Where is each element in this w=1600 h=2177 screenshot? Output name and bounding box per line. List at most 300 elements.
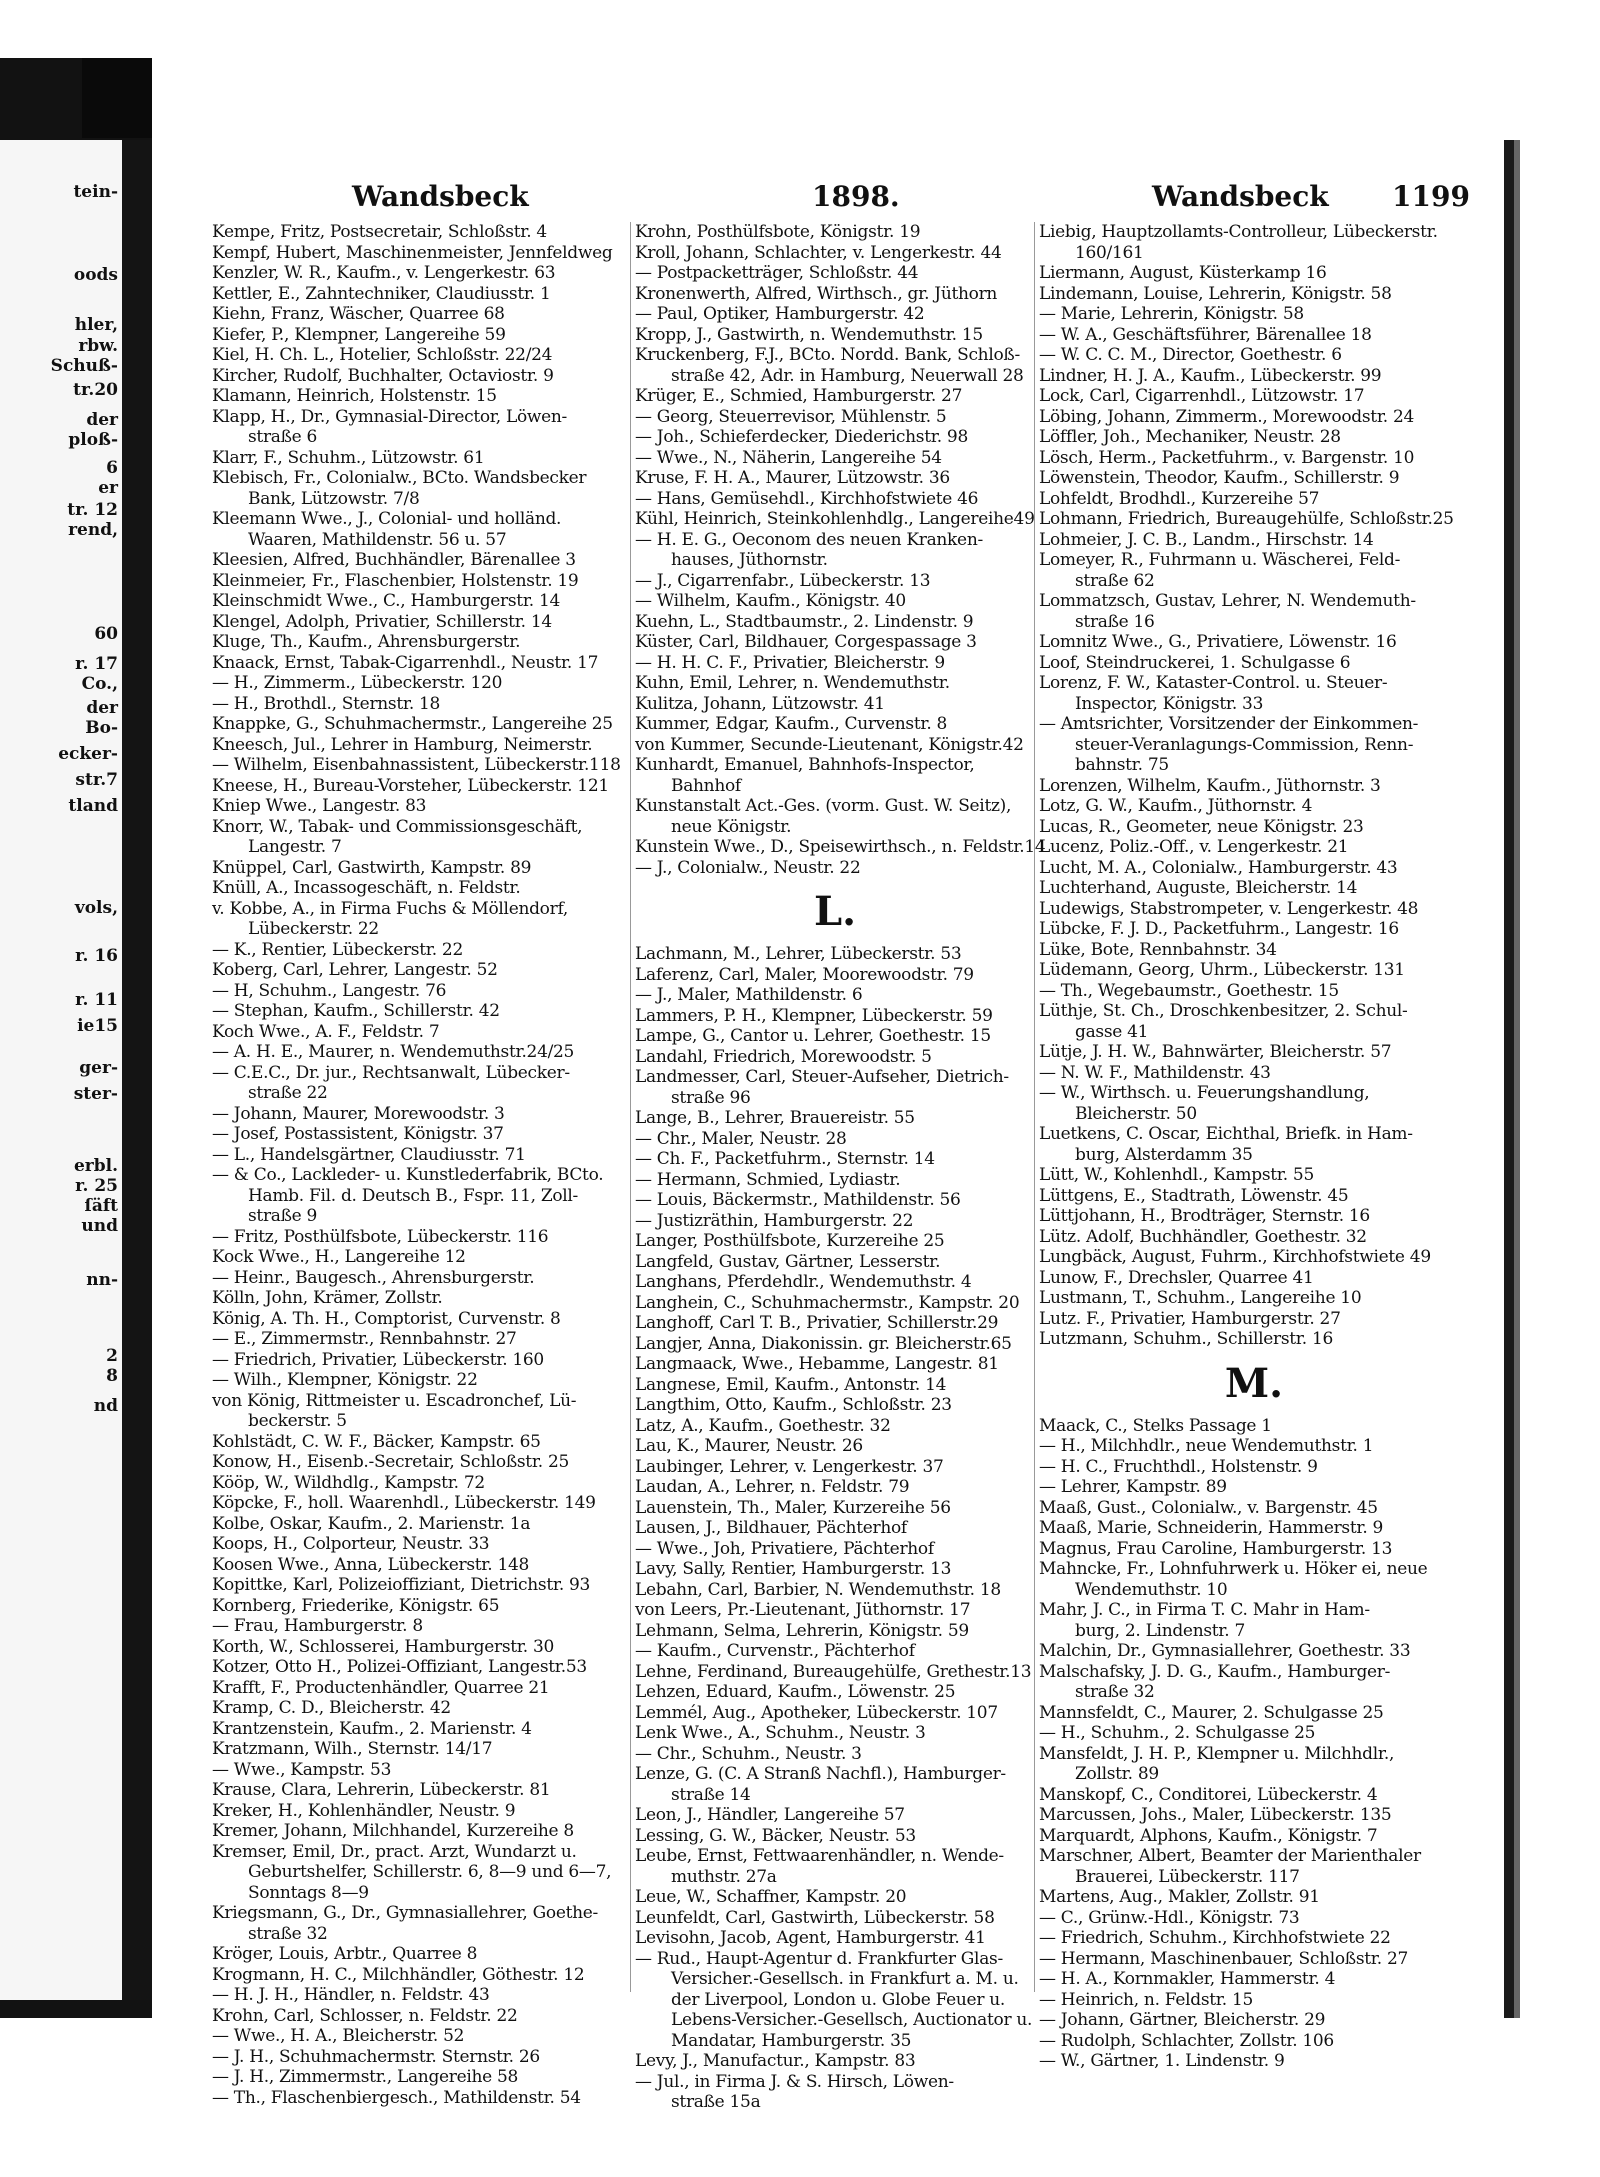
directory-entry: Löbing, Johann, Zimmerm., Morewoodstr. 24 xyxy=(1039,406,1415,427)
scanner-edge-top xyxy=(82,58,152,138)
directory-entry: Lucenz, Poliz.-Off., v. Lengerkestr. 21 xyxy=(1039,837,1349,857)
directory-entry: Lütje, J. H. W., Bahnwärter, Bleicherstr. 57 xyxy=(1039,1042,1392,1062)
directory-entry: Laferenz, Carl, Maler, Moorewoodstr. 79 xyxy=(635,964,974,985)
previous-page-text-fragment: ger- xyxy=(79,1058,118,1078)
directory-entry: Knüll, A., Incassogeschäft, n. Feldstr. xyxy=(212,878,521,898)
directory-entry: — Jul., in Firma J. & S. Hirsch, Löwen- xyxy=(635,2071,954,2092)
directory-entry: — Marie, Lehrerin, Königstr. 58 xyxy=(1039,304,1304,324)
directory-entry: Liermann, August, Küsterkamp 16 xyxy=(1039,263,1327,283)
directory-entry: Kiel, H. Ch. L., Hotelier, Schloßstr. 22/24 xyxy=(212,345,553,365)
directory-entry-continuation: 160/161 xyxy=(1075,242,1144,263)
directory-entry-continuation: beckerstr. 5 xyxy=(248,1411,347,1431)
directory-entry: Lebahn, Carl, Barbier, N. Wendemuthstr. 18 xyxy=(635,1579,1001,1600)
directory-entry: Kunstanstalt Act.-Ges. (vorm. Gust. W. Seitz), xyxy=(635,796,1012,816)
directory-entry-continuation: muthstr. 27a xyxy=(671,1866,777,1887)
directory-entry: Lehne, Ferdinand, Bureaugehülfe, Grethestr.13 xyxy=(635,1661,1032,1682)
directory-entry-continuation: der Liverpool, London u. Globe Feuer u. xyxy=(671,1989,1006,2010)
directory-entry: Levy, J., Manufactur., Kampstr. 83 xyxy=(635,2051,916,2071)
directory-entry-continuation: Bahnhof xyxy=(671,775,741,796)
directory-entry: Lampe, G., Cantor u. Lehrer, Goethestr. 15 xyxy=(635,1026,991,1046)
directory-entry: Klebisch, Fr., Colonialw., BCto. Wandsbecker xyxy=(212,468,587,488)
directory-entry: Kuhn, Emil, Lehrer, n. Wendemuthstr. xyxy=(635,673,950,693)
directory-entry: Leue, W., Schaffner, Kampstr. 20 xyxy=(635,1887,907,1907)
directory-entry-continuation: neue Königstr. xyxy=(671,816,792,837)
directory-entry: — W. C. C. M., Director, Goethestr. 6 xyxy=(1039,345,1342,365)
directory-entry: Lütz. Adolf, Buchhändler, Goethestr. 32 xyxy=(1039,1226,1367,1247)
directory-entry: Kneesch, Jul., Lehrer in Hamburg, Neimerstr. xyxy=(212,734,593,755)
directory-entry: Lehzen, Eduard, Kaufm., Löwenstr. 25 xyxy=(635,1682,956,1702)
directory-entry: Lüttjohann, H., Brodträger, Sternstr. 16 xyxy=(1039,1206,1370,1226)
directory-entry: — Louis, Bäckermstr., Mathildenstr. 56 xyxy=(635,1190,961,1210)
directory-entry: — Th., Flaschenbiergesch., Mathildenstr. 54 xyxy=(212,2087,581,2108)
directory-entry: Lommatzsch, Gustav, Lehrer, N. Wendemuth- xyxy=(1039,591,1416,611)
directory-entry: Landmesser, Carl, Steuer-Aufseher, Dietrich- xyxy=(635,1067,1009,1087)
directory-entry: Malchin, Dr., Gymnasiallehrer, Goethestr. 33 xyxy=(1039,1641,1411,1661)
previous-page-text-fragment: 6 xyxy=(106,458,118,478)
directory-entry: Kopittke, Karl, Polizeioffiziant, Dietrichstr. 93 xyxy=(212,1575,591,1595)
previous-page-text-fragment: nd xyxy=(93,1396,118,1416)
directory-entry-continuation: Lebens-Versicher.-Gesellsch, Auctionator u. xyxy=(671,2010,1033,2030)
directory-entry-continuation: burg, 2. Lindenstr. 7 xyxy=(1075,1620,1245,1641)
directory-entry: Kohlstädt, C. W. F., Bäcker, Kampstr. 65 xyxy=(212,1431,541,1452)
directory-entry: Lorenzen, Wilhelm, Kaufm., Jüthornstr. 3 xyxy=(1039,775,1381,796)
directory-entry: — E., Zimmermstr., Rennbahnstr. 27 xyxy=(212,1329,517,1349)
directory-entry-continuation: Versicher.-Gesellsch. in Frankfurt a. M. u. xyxy=(671,1969,1019,1989)
directory-entry: Krohn, Posthülfsbote, Königstr. 19 xyxy=(635,222,921,242)
previous-page-text-fragment: er xyxy=(98,478,118,498)
directory-entry-continuation: Sonntags 8—9 xyxy=(248,1882,369,1903)
directory-entry: — Heinr., Baugesch., Ahrensburgerstr. xyxy=(212,1267,535,1288)
directory-entry: — Josef, Postassistent, Königstr. 37 xyxy=(212,1124,504,1144)
running-head-right: Wandsbeck xyxy=(1152,180,1329,213)
directory-entry: — Paul, Optiker, Hamburgerstr. 42 xyxy=(635,304,925,324)
directory-entry: Lange, B., Lehrer, Brauereistr. 55 xyxy=(635,1108,915,1128)
page-year: 1898. xyxy=(812,180,900,213)
previous-page-text-fragment: rbw. xyxy=(78,336,118,356)
directory-entry: Lachmann, M., Lehrer, Lübeckerstr. 53 xyxy=(635,944,962,964)
directory-entry: Lenze, G. (C. A Stranß Nachfl.), Hamburger- xyxy=(635,1764,1006,1784)
directory-entry: Manskopf, C., Conditorei, Lübeckerstr. 4 xyxy=(1039,1784,1378,1805)
directory-entry: Kööp, W., Wildhdlg., Kampstr. 72 xyxy=(212,1472,485,1493)
directory-entry-continuation: straße 15a xyxy=(671,2092,761,2112)
directory-entry: Krafft, F., Productenhändler, Quarree 21 xyxy=(212,1677,550,1698)
previous-page-text-fragment: rend, xyxy=(68,520,118,540)
directory-entry-continuation: straße 96 xyxy=(671,1087,751,1108)
directory-entry: von Kummer, Secunde-Lieutenant, Königstr.42 xyxy=(635,734,1024,755)
directory-entry: Loof, Steindruckerei, 1. Schulgasse 6 xyxy=(1039,652,1351,673)
directory-entry: Klamann, Heinrich, Holstenstr. 15 xyxy=(212,386,497,406)
previous-page-text-fragment: tr. 12 xyxy=(67,500,118,520)
page-number: 1199 xyxy=(1392,180,1470,213)
section-letter: M. xyxy=(1224,1359,1284,1407)
directory-entry: Langhein, C., Schuhmachermstr., Kampstr. 20 xyxy=(635,1292,1020,1313)
directory-entry: Lübcke, F. J. D., Packetfuhrm., Langestr. 16 xyxy=(1039,919,1399,939)
directory-entry: Kenzler, W. R., Kaufm., v. Lengerkestr. 63 xyxy=(212,263,556,283)
previous-page-text-fragment: 60 xyxy=(94,624,118,644)
directory-entry: Kotzer, Otto H., Polizei-Offiziant, Langestr.53 xyxy=(212,1657,587,1677)
directory-entry: Koosen Wwe., Anna, Lübeckerstr. 148 xyxy=(212,1554,530,1575)
previous-page-text-fragment: hler, xyxy=(74,315,118,335)
directory-entry: Magnus, Frau Caroline, Hamburgerstr. 13 xyxy=(1039,1538,1393,1559)
directory-entry: Luchterhand, Auguste, Bleicherstr. 14 xyxy=(1039,878,1358,898)
directory-entry: — W. A., Geschäftsführer, Bärenallee 18 xyxy=(1039,324,1372,345)
directory-page xyxy=(152,140,1506,2112)
directory-entry: Laubinger, Lehrer, v. Lengerkestr. 37 xyxy=(635,1456,944,1477)
directory-entry: Lüttgens, E., Stadtrath, Löwenstr. 45 xyxy=(1039,1185,1349,1206)
directory-entry: — H. H. C. F., Privatier, Bleicherstr. 9 xyxy=(635,652,945,673)
directory-entry: Lock, Carl, Cigarrenhdl., Lützowstr. 17 xyxy=(1039,386,1365,406)
directory-entry: Mansfeldt, J. H. P., Klempner u. Milchhdlr., xyxy=(1039,1743,1395,1764)
directory-entry: Lucht, M. A., Colonialw., Hamburgerstr. 43 xyxy=(1039,857,1398,878)
directory-entry: Mahr, J. C., in Firma T. C. Mahr in Ham- xyxy=(1039,1600,1370,1620)
directory-entry: Kremer, Johann, Milchhandel, Kurzereihe 8 xyxy=(212,1821,574,1841)
previous-page-text-fragment: oods xyxy=(73,265,118,285)
directory-entry: Kiefer, P., Klempner, Langereihe 59 xyxy=(212,324,506,345)
directory-entry: — K., Rentier, Lübeckerstr. 22 xyxy=(212,939,463,960)
directory-entry: Langer, Posthülfsbote, Kurzereihe 25 xyxy=(635,1231,945,1251)
previous-page-fragment xyxy=(0,140,122,2000)
directory-entry: — Friedrich, Privatier, Lübeckerstr. 160 xyxy=(212,1349,544,1370)
directory-entry: — N. W. F., Mathildenstr. 43 xyxy=(1039,1062,1271,1083)
directory-entry: Lohmeier, J. C. B., Landm., Hirschstr. 14 xyxy=(1039,529,1374,550)
directory-entry: — H., Schuhm., 2. Schulgasse 25 xyxy=(1039,1723,1316,1743)
directory-entry: Lau, K., Maurer, Neustr. 26 xyxy=(635,1436,863,1456)
directory-entry: — Kaufm., Curvenstr., Pächterhof xyxy=(635,1641,915,1661)
directory-entry: Kircher, Rudolf, Buchhalter, Octaviostr. 9 xyxy=(212,365,554,386)
directory-entry: — Lehrer, Kampstr. 89 xyxy=(1039,1477,1227,1497)
directory-entry: von König, Rittmeister u. Escadronchef, Lü- xyxy=(212,1390,577,1411)
previous-page-text-fragment: tland xyxy=(68,796,118,816)
directory-entry: König, A. Th. H., Comptorist, Curvenstr. 8 xyxy=(212,1308,561,1329)
previous-page-text-fragment: str.7 xyxy=(75,770,118,790)
directory-entry: — Chr., Maler, Neustr. 28 xyxy=(635,1128,847,1149)
directory-entry: Kneese, H., Bureau-Vorsteher, Lübeckerstr. 121 xyxy=(212,775,609,796)
directory-entry: Kleinmeier, Fr., Flaschenbier, Holstenstr. 19 xyxy=(212,570,579,591)
directory-entry: — Rud., Haupt-Agentur d. Frankfurter Glas- xyxy=(635,1948,1003,1969)
previous-page-text-fragment: tein- xyxy=(73,182,118,202)
directory-entry: Lindner, H. J. A., Kaufm., Lübeckerstr. 99 xyxy=(1039,365,1382,386)
directory-entry: Kreker, H., Kohlenhändler, Neustr. 9 xyxy=(212,1800,516,1821)
directory-entry: Mannsfeldt, C., Maurer, 2. Schulgasse 25 xyxy=(1039,1702,1384,1723)
directory-entry: — H. A., Kornmakler, Hammerstr. 4 xyxy=(1039,1969,1336,1989)
previous-page-text-fragment: Bo- xyxy=(85,718,118,738)
directory-entry: — A. H. E., Maurer, n. Wendemuthstr.24/25 xyxy=(212,1042,575,1062)
directory-entry-continuation: straße 32 xyxy=(1075,1682,1155,1702)
previous-page-text-fragment: tr.20 xyxy=(73,380,118,400)
directory-entry: Lösch, Herm., Packetfuhrm., v. Bargenstr. 10 xyxy=(1039,447,1415,468)
directory-entry: Latz, A., Kaufm., Goethestr. 32 xyxy=(635,1415,891,1436)
directory-entry: — C., Grünw.-Hdl., Königstr. 73 xyxy=(1039,1907,1300,1928)
directory-entry: — Th., Wegebaumstr., Goethestr. 15 xyxy=(1039,980,1339,1001)
directory-entry: — Wilh., Klempner, Königstr. 22 xyxy=(212,1370,478,1390)
directory-entry-continuation: burg, Alsterdamm 35 xyxy=(1075,1144,1253,1165)
directory-entry: — W., Wirthsch. u. Feuerungshandlung, xyxy=(1039,1083,1370,1103)
directory-entry: Lüthje, St. Ch., Droschkenbesitzer, 2. Schul- xyxy=(1039,1001,1408,1021)
directory-entry: Kroll, Johann, Schlachter, v. Lengerkestr. 44 xyxy=(635,242,1002,263)
directory-entry: — Postpacketträger, Schloßstr. 44 xyxy=(635,263,919,283)
directory-entry: Lehmann, Selma, Lehrerin, Königstr. 59 xyxy=(635,1620,969,1641)
page-header xyxy=(152,180,1504,220)
directory-entry: Maaß, Gust., Colonialw., v. Bargenstr. 45 xyxy=(1039,1497,1378,1518)
directory-entry: — Hans, Gemüsehdl., Kirchhofstwiete 46 xyxy=(635,488,979,509)
directory-entry: Ludewigs, Stabstrompeter, v. Lengerkestr. 48 xyxy=(1039,898,1419,919)
directory-entry: Kramp, C. D., Bleicherstr. 42 xyxy=(212,1698,451,1718)
directory-entry: — J., Cigarrenfabr., Lübeckerstr. 13 xyxy=(635,570,931,591)
directory-entry-continuation: straße 14 xyxy=(671,1784,751,1805)
directory-entry-continuation: straße 22 xyxy=(248,1083,328,1103)
directory-entry: Luetkens, C. Oscar, Eichthal, Briefk. in Ham- xyxy=(1039,1124,1413,1144)
directory-entry: — Johann, Maurer, Morewoodstr. 3 xyxy=(212,1103,505,1124)
directory-entry: Lavy, Sally, Rentier, Hamburgerstr. 13 xyxy=(635,1559,952,1579)
directory-entry: Kropp, J., Gastwirth, n. Wendemuthstr. 15 xyxy=(635,324,983,345)
directory-entry: — Wilhelm, Eisenbahnassistent, Lübeckerstr.118 xyxy=(212,755,621,775)
directory-entry: Lüdemann, Georg, Uhrm., Lübeckerstr. 131 xyxy=(1039,960,1405,980)
directory-entry: Lohfeldt, Brodhdl., Kurzereihe 57 xyxy=(1039,488,1320,509)
directory-entry: Knorr, W., Tabak- und Commissionsgeschäft, xyxy=(212,816,583,837)
directory-entry: Löwenstein, Theodor, Kaufm., Schillerstr. 9 xyxy=(1039,468,1400,488)
directory-entry: — Joh., Schieferdecker, Diederichstr. 98 xyxy=(635,427,968,447)
directory-entry: Levisohn, Jacob, Agent, Hamburgerstr. 41 xyxy=(635,1928,986,1948)
directory-entry: — Wilhelm, Kaufm., Königstr. 40 xyxy=(635,591,906,611)
section-letter: L. xyxy=(813,888,857,935)
directory-entry: Knappke, G., Schuhmachermstr., Langereihe 25 xyxy=(212,714,613,734)
directory-entry: Kremser, Emil, Dr., pract. Arzt, Wundarzt u. xyxy=(212,1841,577,1862)
directory-entry: Lenk Wwe., A., Schuhm., Neustr. 3 xyxy=(635,1723,926,1743)
directory-entry: — Amtsrichter, Vorsitzender der Einkommen- xyxy=(1039,714,1419,734)
directory-entry: — H., Zimmerm., Lübeckerstr. 120 xyxy=(212,673,503,693)
previous-page-text-fragment: ie15 xyxy=(77,1016,118,1036)
directory-entry: Leube, Ernst, Fettwaarenhändler, n. Wende- xyxy=(635,1846,1004,1866)
directory-entry-continuation: steuer-Veranlagungs-Commission, Renn- xyxy=(1075,734,1414,755)
directory-entry: Kniep Wwe., Langestr. 83 xyxy=(212,796,427,816)
directory-entry: Lunow, F., Drechsler, Quarree 41 xyxy=(1039,1267,1314,1288)
directory-entry: Kunstein Wwe., D., Speisewirthsch., n. Feldstr.14 xyxy=(635,837,1046,857)
directory-entry: Kettler, E., Zahntechniker, Claudiusstr. 1 xyxy=(212,283,551,304)
directory-entry: Krüger, E., Schmied, Hamburgerstr. 27 xyxy=(635,386,963,406)
directory-entry: Lomnitz Wwe., G., Privatiere, Löwenstr. 16 xyxy=(1039,632,1397,652)
directory-entry: Küster, Carl, Bildhauer, Corgespassage 3 xyxy=(635,632,977,652)
directory-entry: Krohn, Carl, Schlosser, n. Feldstr. 22 xyxy=(212,2005,518,2026)
directory-entry: Marschner, Albert, Beamter der Marienthaler xyxy=(1039,1846,1421,1866)
directory-entry: Langhans, Pferdehdlr., Wendemuthstr. 4 xyxy=(635,1272,972,1292)
previous-page-text-fragment: Schuß- xyxy=(50,356,118,376)
directory-entry-continuation: straße 62 xyxy=(1075,570,1155,591)
previous-page-text-fragment: der xyxy=(86,698,118,718)
directory-entry: Kempf, Hubert, Maschinenmeister, Jennfeldweg xyxy=(212,242,613,263)
directory-entry: v. Kobbe, A., in Firma Fuchs & Möllendorf, xyxy=(212,898,568,919)
directory-entry-continuation: Lübeckerstr. 22 xyxy=(248,919,379,939)
directory-entry: Konow, H., Eisenb.-Secretair, Schloßstr. 25 xyxy=(212,1452,570,1472)
previous-page-text-fragment: r. 16 xyxy=(75,946,118,966)
directory-entry: — H, Schuhm., Langestr. 76 xyxy=(212,980,447,1001)
directory-entry: — Justizräthin, Hamburgerstr. 22 xyxy=(635,1210,914,1231)
directory-entry: Lausen, J., Bildhauer, Pächterhof xyxy=(635,1518,907,1538)
previous-page-text-fragment: r. 17 xyxy=(75,654,118,674)
directory-entry: — Heinrich, n. Feldstr. 15 xyxy=(1039,1989,1253,2010)
directory-column-1 xyxy=(212,222,621,2108)
directory-entry: — H. C., Fruchthdl., Holstenstr. 9 xyxy=(1039,1456,1318,1477)
directory-entry-continuation: Brauerei, Lübeckerstr. 117 xyxy=(1075,1866,1300,1887)
directory-entry: — L., Handelsgärtner, Claudiusstr. 71 xyxy=(212,1144,526,1165)
directory-entry: Marcussen, Johs., Maler, Lübeckerstr. 135 xyxy=(1039,1805,1392,1825)
scanner-edge-right-shadow xyxy=(1514,140,1520,2018)
directory-entry: — H. E. G., Oeconom des neuen Kranken- xyxy=(635,529,983,550)
previous-page-text-fragment: und xyxy=(81,1216,118,1236)
directory-entry: von Leers, Pr.-Lieutenant, Jüthornstr. 17 xyxy=(635,1600,971,1620)
directory-entry-continuation: Inspector, Königstr. 33 xyxy=(1075,693,1264,714)
directory-entry: Lotz, G. W., Kaufm., Jüthornstr. 4 xyxy=(1039,796,1313,816)
directory-entry: — Fritz, Posthülfsbote, Lübeckerstr. 116 xyxy=(212,1226,549,1247)
directory-entry: Lomeyer, R., Fuhrmann u. Wäscherei, Feld- xyxy=(1039,550,1401,570)
directory-entry: Lutzmann, Schuhm., Schillerstr. 16 xyxy=(1039,1329,1333,1349)
directory-entry: — W., Gärtner, 1. Lindenstr. 9 xyxy=(1039,2051,1285,2071)
directory-entry: Kempe, Fritz, Postsecretair, Schloßstr. 4 xyxy=(212,222,547,242)
directory-entry: — H., Brothdl., Sternstr. 18 xyxy=(212,693,441,714)
directory-entry: — Stephan, Kaufm., Schillerstr. 42 xyxy=(212,1001,500,1021)
directory-entry: Lemmél, Aug., Apotheker, Lübeckerstr. 107 xyxy=(635,1702,998,1723)
directory-entry: — J., Maler, Mathildenstr. 6 xyxy=(635,985,863,1005)
previous-page-text-fragment: der xyxy=(86,410,118,430)
directory-entry: Martens, Aug., Makler, Zollstr. 91 xyxy=(1039,1887,1320,1907)
directory-entry-continuation: hauses, Jüthornstr. xyxy=(671,550,828,570)
directory-entry-continuation: gasse 41 xyxy=(1075,1021,1149,1042)
directory-entry: — Hermann, Maschinenbauer, Schloßstr. 27 xyxy=(1039,1948,1408,1969)
directory-entry: Kunhardt, Emanuel, Bahnhofs-Inspector, xyxy=(635,755,975,775)
directory-entry: Kock Wwe., H., Langereihe 12 xyxy=(212,1247,466,1267)
directory-entry: Lütt, W., Kohlenhdl., Kampstr. 55 xyxy=(1039,1165,1314,1185)
directory-entry: Mahncke, Fr., Lohnfuhrwerk u. Höker ei, neue xyxy=(1039,1559,1428,1579)
directory-entry: Kühl, Heinrich, Steinkohlenhdlg., Langereihe49 xyxy=(635,509,1035,529)
directory-entry: — C.E.C., Dr. jur., Rechtsanwalt, Lübecker- xyxy=(212,1062,570,1083)
directory-entry-continuation: Bank, Lützowstr. 7/8 xyxy=(248,488,420,509)
directory-entry: Maaß, Marie, Schneiderin, Hammerstr. 9 xyxy=(1039,1518,1384,1538)
previous-page-text-fragment: 2 xyxy=(106,1346,118,1366)
previous-page-text-fragment: vols, xyxy=(74,898,118,918)
directory-entry: Knaack, Ernst, Tabak-Cigarrenhdl., Neustr. 17 xyxy=(212,652,599,673)
directory-entry: — H. J. H., Händler, n. Feldstr. 43 xyxy=(212,1985,490,2005)
directory-entry: Lutz. F., Privatier, Hamburgerstr. 27 xyxy=(1039,1308,1341,1329)
directory-entry: Korth, W., Schlosserei, Hamburgerstr. 30 xyxy=(212,1636,554,1657)
directory-entry: Koch Wwe., A. F., Feldstr. 7 xyxy=(212,1021,440,1042)
directory-entry: Langfeld, Gustav, Gärtner, Lesserstr. xyxy=(635,1251,941,1272)
directory-entry-continuation: straße 16 xyxy=(1075,611,1155,632)
directory-entry-continuation: straße 42, Adr. in Hamburg, Neuerwall 28 xyxy=(671,365,1024,386)
directory-entry: — Wwe., N., Näherin, Langereihe 54 xyxy=(635,447,942,468)
directory-entry: Kruse, F. H. A., Maurer, Lützowstr. 36 xyxy=(635,468,950,488)
directory-entry: Langnese, Emil, Kaufm., Antonstr. 14 xyxy=(635,1374,947,1395)
directory-entry: Maack, C., Stelks Passage 1 xyxy=(1039,1415,1272,1436)
directory-entry: Kröger, Louis, Arbtr., Quarree 8 xyxy=(212,1944,478,1964)
previous-page-text-fragment: ster- xyxy=(73,1084,118,1104)
directory-entry: — Wwe., Joh, Privatiere, Pächterhof xyxy=(635,1538,934,1559)
directory-entry-continuation: straße 9 xyxy=(248,1206,318,1226)
directory-entry-continuation: Hamb. Fil. d. Deutsch B., Fspr. 11, Zoll- xyxy=(248,1185,578,1206)
directory-entry: — Wwe., H. A., Bleicherstr. 52 xyxy=(212,2026,465,2046)
directory-entry: — Chr., Schuhm., Neustr. 3 xyxy=(635,1743,862,1764)
directory-entry: Lungbäck, August, Fuhrm., Kirchhofstwiete 49 xyxy=(1039,1247,1431,1267)
directory-entry: Krantzenstein, Kaufm., 2. Marienstr. 4 xyxy=(212,1718,532,1739)
directory-entry: Kruckenberg, F.J., BCto. Nordd. Bank, Schloß- xyxy=(635,345,1020,365)
previous-page-text-fragment: r. 11 xyxy=(75,990,118,1010)
scanner-edge-right xyxy=(1504,140,1514,2018)
directory-entry-continuation: straße 32 xyxy=(248,1923,328,1944)
directory-entry: Kleinschmidt Wwe., C., Hamburgerstr. 14 xyxy=(212,591,561,611)
book-gutter xyxy=(122,140,152,2000)
directory-entry: Lohmann, Friedrich, Bureaugehülfe, Schloßstr.25 xyxy=(1039,509,1454,529)
directory-entry: Lucas, R., Geometer, neue Königstr. 23 xyxy=(1039,816,1364,837)
directory-entry: Köpcke, F., holl. Waarenhdl., Lübeckerstr. 149 xyxy=(212,1493,596,1513)
directory-entry: Kleesien, Alfred, Buchhändler, Bärenallee 3 xyxy=(212,550,576,570)
directory-entry: — Frau, Hamburgerstr. 8 xyxy=(212,1616,423,1636)
directory-entry: Koops, H., Colporteur, Neustr. 33 xyxy=(212,1534,490,1554)
directory-entry: Langjer, Anna, Diakonissin. gr. Bleicherstr.65 xyxy=(635,1333,1012,1354)
directory-entry: Lammers, P. H., Klempner, Lübeckerstr. 59 xyxy=(635,1005,993,1026)
directory-entry: Lustmann, T., Schuhm., Langereihe 10 xyxy=(1039,1288,1362,1308)
directory-entry: Lindemann, Louise, Lehrerin, Königstr. 58 xyxy=(1039,283,1392,304)
directory-entry: Lüke, Bote, Rennbahnstr. 34 xyxy=(1039,939,1277,960)
directory-entry: Koberg, Carl, Lehrer, Langestr. 52 xyxy=(212,960,498,980)
previous-page-text-fragment: ploß- xyxy=(68,430,118,450)
directory-entry: Kriegsmann, G., Dr., Gymnasiallehrer, Goethe- xyxy=(212,1903,598,1923)
directory-entry: Krause, Clara, Lehrerin, Lübeckerstr. 81 xyxy=(212,1780,551,1800)
directory-entry: — Georg, Steuerrevisor, Mühlenstr. 5 xyxy=(635,406,947,427)
directory-entry: Langhoff, Carl T. B., Privatier, Schillerstr.29 xyxy=(635,1313,999,1333)
directory-entry: Knüppel, Carl, Gastwirth, Kampstr. 89 xyxy=(212,857,532,878)
previous-page-text-fragment: ſäft xyxy=(84,1196,118,1216)
directory-entry: Landahl, Friedrich, Morewoodstr. 5 xyxy=(635,1046,932,1067)
directory-entry: Malschafsky, J. D. G., Kaufm., Hamburger- xyxy=(1039,1661,1391,1682)
directory-entry: Marquardt, Alphons, Kaufm., Königstr. 7 xyxy=(1039,1825,1378,1846)
directory-entry: — Johann, Gärtner, Bleicherstr. 29 xyxy=(1039,2010,1326,2030)
directory-entry: Kluge, Th., Kaufm., Ahrensburgerstr. xyxy=(212,632,521,652)
directory-entry: Leon, J., Händler, Langereihe 57 xyxy=(635,1805,905,1825)
directory-entry: Kiehn, Franz, Wäscher, Quarree 68 xyxy=(212,304,505,324)
directory-entry-continuation: Mandatar, Hamburgerstr. 35 xyxy=(671,2030,912,2051)
directory-entry: Kolbe, Oskar, Kaufm., 2. Marienstr. 1a xyxy=(212,1513,531,1534)
directory-entry: Kölln, John, Krämer, Zollstr. xyxy=(212,1288,443,1308)
directory-entry: — Ch. F., Packetfuhrm., Sternstr. 14 xyxy=(635,1149,935,1169)
directory-entry: Klengel, Adolph, Privatier, Schillerstr. 14 xyxy=(212,611,552,632)
directory-entry: Kulitza, Johann, Lützowstr. 41 xyxy=(635,693,885,714)
directory-entry: Löffler, Joh., Mechaniker, Neustr. 28 xyxy=(1039,427,1341,447)
previous-page-text-fragment: 8 xyxy=(106,1366,118,1386)
directory-entry: Krogmann, H. C., Milchhändler, Göthestr. 12 xyxy=(212,1964,585,1985)
directory-column-3 xyxy=(1034,222,1469,2071)
directory-entry: — Hermann, Schmied, Lydiastr. xyxy=(635,1169,901,1190)
directory-entry: Kratzmann, Wilh., Sternstr. 14/17 xyxy=(212,1739,493,1759)
directory-entry: Klapp, H., Dr., Gymnasial-Director, Löwen- xyxy=(212,406,567,427)
directory-entry: Kleemann Wwe., J., Colonial- und holländ. xyxy=(212,509,562,529)
directory-entry-continuation: Bleicherstr. 50 xyxy=(1075,1103,1197,1124)
directory-entry: — & Co., Lackleder- u. Kunstlederfabrik, BCto. xyxy=(212,1165,604,1185)
directory-entry: Liebig, Hauptzollamts-Controlleur, Lübeckerstr. xyxy=(1039,222,1438,242)
previous-page-text-fragment: ecker- xyxy=(58,744,118,764)
directory-entry-continuation: Langestr. 7 xyxy=(248,837,342,857)
directory-entry-continuation: Geburtshelfer, Schillerstr. 6, 8—9 und 6—7, xyxy=(248,1862,612,1882)
directory-entry-continuation: Zollstr. 89 xyxy=(1075,1764,1159,1784)
directory-entry-continuation: Wendemuthstr. 10 xyxy=(1075,1579,1228,1600)
previous-page-text-fragment: r. 25 xyxy=(75,1176,118,1196)
directory-column-2 xyxy=(630,222,1046,2112)
directory-entry: — J. H., Zimmermstr., Langereihe 58 xyxy=(212,2067,519,2087)
directory-entry: Lauenstein, Th., Maler, Kurzereihe 56 xyxy=(635,1497,951,1518)
directory-entry: Laudan, A., Lehrer, n. Feldstr. 79 xyxy=(635,1477,910,1497)
directory-entry-continuation: Waaren, Mathildenstr. 56 u. 57 xyxy=(248,529,507,550)
directory-entry: — J., Colonialw., Neustr. 22 xyxy=(635,857,861,878)
directory-entry: Langmaack, Wwe., Hebamme, Langestr. 81 xyxy=(635,1354,999,1374)
directory-entry: — Rudolph, Schlachter, Zollstr. 106 xyxy=(1039,2030,1334,2051)
directory-entry: Lessing, G. W., Bäcker, Neustr. 53 xyxy=(635,1825,916,1846)
